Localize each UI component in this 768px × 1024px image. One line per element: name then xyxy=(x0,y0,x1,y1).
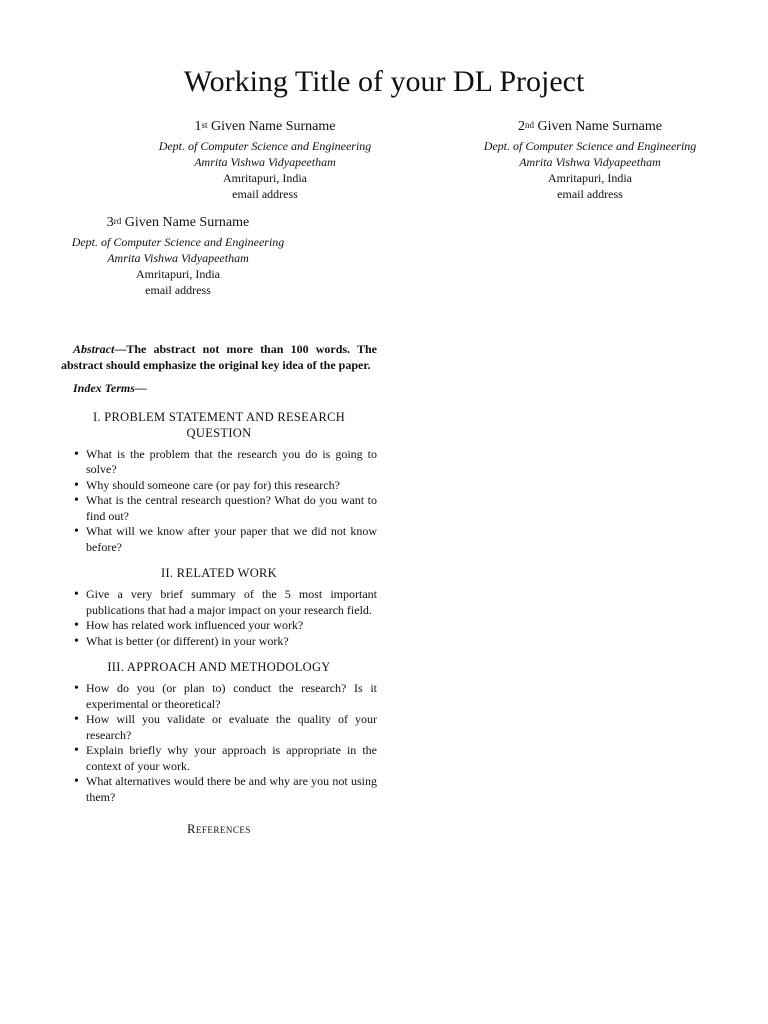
author-institution: Amrita Vishwa Vidyapeetham xyxy=(107,251,249,265)
author-email: email address xyxy=(145,283,211,297)
author-block-2 xyxy=(430,118,750,202)
list-item xyxy=(61,493,377,524)
author-institution: Amrita Vishwa Vidyapeetham xyxy=(194,155,336,169)
bullet-icon: • xyxy=(74,587,79,602)
author-ordinal: 2 xyxy=(518,119,526,134)
list-item xyxy=(61,634,377,650)
abstract-label: Abstract xyxy=(73,342,115,356)
list-item-text: Give a very brief summary of the 5 most important publications that had a major impact on your research field. xyxy=(86,587,377,617)
list-item-text: How has related work influenced your work? xyxy=(86,618,304,632)
list-item-text: What is better (or different) in your work? xyxy=(86,633,289,648)
list-item-text: What is the central research question? What do you want to find out? xyxy=(86,493,377,523)
author-dept: Dept. of Computer Science and Engineering xyxy=(483,139,697,153)
author-name xyxy=(430,118,750,136)
bullet-icon: • xyxy=(74,477,79,493)
list-item-text: What alternatives would there be and why are you not using them? xyxy=(86,774,377,804)
author-dept: Dept. of Computer Science and Engineering xyxy=(71,235,285,249)
author-location: Amritapuri, India xyxy=(223,171,307,185)
list-item xyxy=(61,618,377,634)
author-name xyxy=(105,118,425,136)
list-item xyxy=(61,524,377,555)
abstract xyxy=(61,342,377,373)
bullet-icon: • xyxy=(74,681,79,696)
bullet-icon: • xyxy=(74,743,79,758)
abstract-text: —The abstract not more than 100 words. The abstract should emphasize the original key idea of the paper. xyxy=(61,342,377,372)
list-item-text: How will you validate or evaluate the quality of your research? xyxy=(86,712,377,742)
bullet-icon: • xyxy=(74,712,79,727)
author-location: Amritapuri, India xyxy=(548,171,632,185)
author-location: Amritapuri, India xyxy=(136,267,220,281)
bullet-icon: • xyxy=(74,524,79,539)
paper-title: Working Title of your DL Project xyxy=(183,65,585,98)
author-ordinal: 1 xyxy=(194,119,202,134)
bullet-icon: • xyxy=(74,493,79,508)
list-item xyxy=(61,587,377,618)
bullet-icon: • xyxy=(74,774,79,789)
index-terms: Index Terms— xyxy=(73,381,147,395)
left-column xyxy=(61,342,377,843)
author-ordinal-suffix: st xyxy=(201,120,208,130)
author-block-1 xyxy=(105,118,425,202)
section-heading-problem: I. PROBLEM STATEMENT AND RESEARCH QUESTION xyxy=(92,409,346,440)
author-institution: Amrita Vishwa Vidyapeetham xyxy=(519,155,661,169)
section-heading-related-work: II. RELATED WORK xyxy=(160,566,277,580)
bullet-list-related-work xyxy=(61,587,377,649)
author-name-text: Given Name Surname xyxy=(211,119,336,134)
list-item-text: What is the problem that the research you do is going to solve? xyxy=(86,446,377,476)
author-name-text: Given Name Surname xyxy=(124,215,250,230)
author-email: email address xyxy=(557,187,623,201)
bullet-icon: • xyxy=(74,618,79,633)
author-ordinal-suffix: nd xyxy=(525,120,535,130)
author-block-3 xyxy=(18,214,338,298)
list-item xyxy=(61,774,377,805)
author-email: email address xyxy=(232,187,298,201)
section-heading-approach: III. APPROACH AND METHODOLOGY xyxy=(107,660,331,674)
bullet-icon: • xyxy=(74,633,79,649)
references-heading: References xyxy=(187,822,251,836)
author-ordinal: 3 xyxy=(106,215,114,230)
list-item xyxy=(61,681,377,712)
list-item-text: What will we know after your paper that we did not know before? xyxy=(86,524,377,554)
list-item-text: Explain briefly why your approach is appropriate in the context of your work. xyxy=(86,743,377,773)
list-item xyxy=(61,478,377,494)
list-item xyxy=(61,743,377,774)
bullet-list-problem xyxy=(61,447,377,556)
author-name-text: Given Name Surname xyxy=(537,119,662,134)
list-item xyxy=(61,447,377,478)
bullet-icon: • xyxy=(74,446,79,462)
bullet-list-approach xyxy=(61,681,377,805)
author-ordinal-suffix: rd xyxy=(113,216,122,226)
list-item-text: How do you (or plan to) conduct the research? Is it experimental or theoretical? xyxy=(86,681,377,711)
author-dept: Dept. of Computer Science and Engineering xyxy=(158,139,372,153)
list-item-text: Why should someone care (or pay for) this research? xyxy=(86,477,340,492)
author-name xyxy=(18,214,338,232)
list-item xyxy=(61,712,377,743)
